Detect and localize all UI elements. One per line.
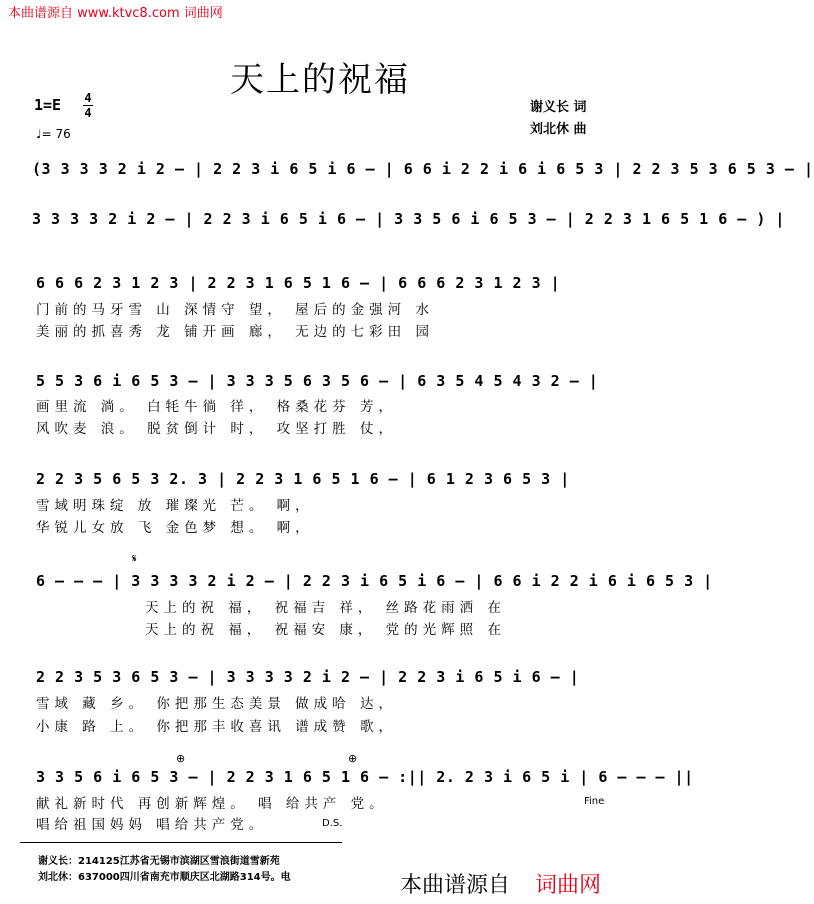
- footer-source-text: 本曲谱源自: [400, 873, 511, 898]
- notation-line-5: 2 2 3 5 6 5 3 2. 3 | 2 2 3 1 6 5 1 6 – | 6 1 2 3 6 5 3 |: [36, 470, 570, 488]
- lyric-line-6-verse-1: 天上的祝 福， 祝福吉 祥， 丝路花雨洒 在: [145, 600, 506, 616]
- time-signature: [83, 92, 93, 119]
- lyric-line-4-verse-2: 风吹麦 浪。 脱贫倒计 时， 攻坚打胜 仗，: [36, 421, 397, 437]
- lyric-line-8-verse-2: 唱给祖国妈妈 唱给共产党。: [36, 817, 268, 833]
- lyric-line-3-verse-2: 美丽的抓喜秀 龙 铺开画 廊， 无边的七彩田 园: [36, 324, 434, 340]
- notation-line-2: 3 3 3 3 2 i 2 – | 2 2 3 i 6 5 i 6 – | 3 3 5 6 i 6 5 3 – | 2 2 3 1 6 5 1 6 – ) |: [32, 210, 785, 228]
- notation-line-8: 3 3 5 6 i 6 5 3 – | 2 2 3 1 6 5 1 6 – :|| 2. 2 3 i 6 5 i | 6 – – – ||: [36, 768, 694, 786]
- lyric-line-7-verse-2: 小康 路 上。 你把那丰收喜讯 谱成赞 歌，: [36, 719, 397, 735]
- lyric-line-6-verse-2: 天上的祝 福， 祝福安 康， 党的光辉照 在: [145, 622, 506, 638]
- footer-site-name: 词曲网: [535, 873, 602, 898]
- tempo-marking: ♩= 76: [36, 127, 71, 141]
- segno-sign: 𝄋: [132, 552, 137, 565]
- address-divider: [20, 842, 342, 843]
- lyric-line-7-verse-1: 雪域 藏 乡。 你把那生态美景 做成哈 达，: [36, 696, 397, 712]
- coda-sign-1: ⊕: [176, 752, 186, 765]
- lyric-line-8-verse-1: 献礼新时代 再创新辉煌。 唱 给共产 党。: [36, 796, 388, 812]
- notation-line-3: 6 6 6 2 3 1 2 3 | 2 2 3 1 6 5 1 6 – | 6 6 6 2 3 1 2 3 |: [36, 274, 561, 292]
- time-signature-bottom: 4: [84, 106, 92, 120]
- lyric-line-3-verse-1: 门前的马牙雪 山 深情守 望， 屋后的金强河 水: [36, 302, 434, 318]
- notation-line-4: 5 5 3 6 i 6 5 3 – | 3 3 3 5 6 3 5 6 – | 6 3 5 4 5 4 3 2 – |: [36, 372, 599, 390]
- song-title: 天上的祝福: [230, 60, 410, 100]
- fine-marking: Fine: [584, 796, 605, 807]
- address-lyricist: 谢义长：214125江苏省无锡市滨湖区雪浪街道雪新苑: [38, 856, 280, 867]
- lyric-line-5-verse-1: 雪域明珠绽 放 璀璨光 芒。 啊，: [36, 498, 314, 514]
- notation-line-7: 2 2 3 5 3 6 5 3 – | 3 3 3 3 2 i 2 – | 2 2 3 i 6 5 i 6 – |: [36, 668, 580, 686]
- notation-line-6: 6 – – – | 3 3 3 3 2 i 2 – | 2 2 3 i 6 5 i 6 – | 6 6 i 2 2 i 6 i 6 5 3 |: [36, 572, 713, 590]
- lyric-line-5-verse-2: 华锐儿女放 飞 金色梦 想。 啊，: [36, 520, 314, 536]
- lyric-line-4-verse-1: 画里流 淌。 白牦牛徜 徉， 格桑花芬 芳，: [36, 399, 397, 415]
- notation-line-1: (3 3 3 3 2 i 2 – | 2 2 3 i 6 5 i 6 – | 6 6 i 2 2 i 6 i 6 5 3 | 2 2 3 5 3 6 5 3 – |: [32, 160, 814, 178]
- composer-credit: 刘北休 曲: [530, 122, 587, 137]
- coda-sign-2: ⊕: [348, 752, 358, 765]
- ds-marking: D.S.: [322, 818, 343, 829]
- site-header: 本曲谱源自 www.ktvc8.com 词曲网: [8, 6, 223, 21]
- time-signature-top: 4: [84, 91, 92, 105]
- address-composer: 刘北休：637000四川省南充市顺庆区北湖路314号。电: [38, 872, 291, 883]
- lyricist-credit: 谢义长 词: [530, 100, 587, 115]
- key-signature: 1=E: [34, 96, 62, 114]
